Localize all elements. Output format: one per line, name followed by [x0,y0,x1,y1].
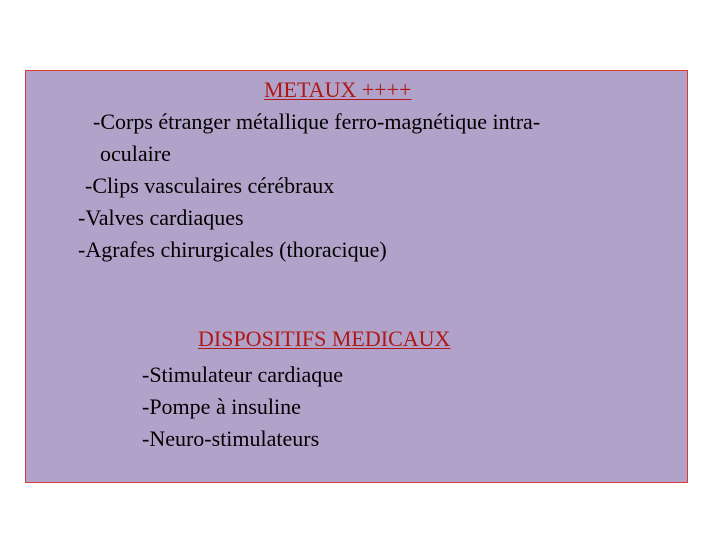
content-panel [25,70,688,483]
metaux-item-valves: -Valves cardiaques [78,205,244,230]
dispositifs-item-pompe: -Pompe à insuline [142,394,301,419]
dispositifs-item-stimulateur: -Stimulateur cardiaque [142,362,343,387]
metaux-item-corps-etranger-continued: oculaire [100,141,171,166]
dispositifs-item-neuro: -Neuro-stimulateurs [142,426,320,451]
metaux-item-agrafes: -Agrafes chirurgicales (thoracique) [78,237,387,262]
metaux-heading: METAUX ++++ [264,77,412,102]
metaux-item-clips: -Clips vasculaires cérébraux [85,173,335,198]
metaux-item-corps-etranger: -Corps étranger métallique ferro-magnétique intra- [93,109,541,134]
dispositifs-heading: DISPOSITIFS MEDICAUX [198,326,451,351]
